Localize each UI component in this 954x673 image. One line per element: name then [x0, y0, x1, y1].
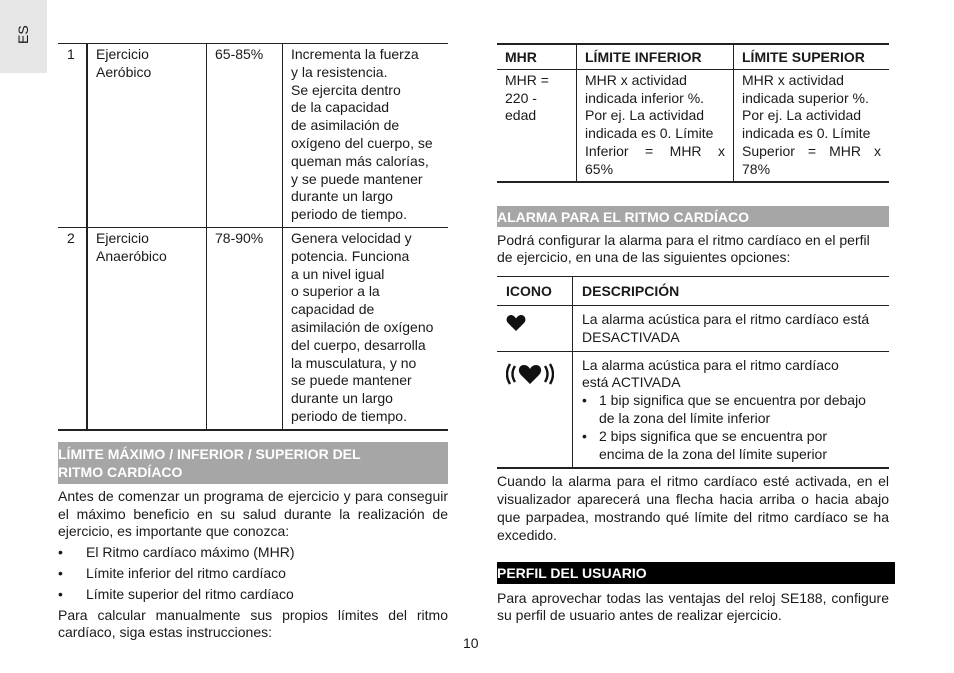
table-row [58, 44, 448, 228]
list-item: • 1 bip significa que se encuentra por debajo de la zona del límite inferior [582, 392, 866, 426]
zone-description: Genera velocidad y potencia. Funciona a un nivel igual o superior a la capacidad de asimilación de oxígeno del cuerpo, desarrolla la musculatura, y no se puede mantener durante un largo periodo de tiempo. [291, 229, 434, 424]
column-header: LÍMITE INFERIOR [577, 44, 734, 69]
table-row [58, 227, 448, 429]
description-cell: La alarma acústica para el ritmo cardíaco está DESACTIVADA [573, 305, 890, 351]
description-cell: La alarma acústica para el ritmo cardíaco está ACTIVADA • 1 bip significa que se encuentra por debajo de la zona del límite inferior • 2 bips significa que se encuentra por encima de la zona del límite superior [573, 351, 890, 468]
section-heading-alarm: ALARMA PARA EL RITMO CARDÍACO [497, 206, 889, 227]
column-header: DESCRIPCIÓN [573, 277, 890, 306]
limits-list [58, 544, 448, 603]
zone-description: Incrementa la fuerza y la resistencia. Se ejercita dentro de la capacidad de asimilación de oxígeno del cuerpo, se queman más calorías, y se puede mantener durante un largo periodo de tiempo. [283, 44, 449, 228]
column-header: ICONO [497, 277, 573, 306]
table-row [497, 351, 889, 468]
zone-name: Ejercicio Anaeróbico [87, 227, 207, 429]
icon-cell [497, 351, 573, 468]
heart-sound-icon [506, 361, 554, 387]
zone-number: 1 [58, 44, 87, 228]
list-item: • 2 bips significa que se encuentra por encima de la zona del límite superior [582, 427, 828, 462]
right-column [497, 43, 889, 625]
alarm-after-text: Cuando la alarma para el ritmo cardíaco esté activada, en el visualizador aparecerá una flecha hacia arriba o hacia abajo que parpadea, mostrando qué límite del ritmo cardíaco se ha excedido. [497, 473, 889, 543]
table-header-row [497, 44, 889, 69]
language-code: ES [15, 25, 31, 44]
zone-name: Ejercicio Aeróbico [87, 44, 207, 228]
profile-text: Para aprovechar todas las ventajas del reloj SE188, configure su perfil de usuario antes de realizar ejercicio. [497, 589, 889, 624]
zone-number: 2 [58, 227, 87, 429]
alarm-intro: Podrá configurar la alarma para el ritmo cardíaco en el perfil de ejercicio, en una de las siguientes opciones: [497, 231, 870, 266]
left-column [58, 43, 448, 642]
list-item: • Límite inferior del ritmo cardíaco [58, 564, 286, 581]
table-row [497, 69, 889, 181]
limits-outro: Para calcular manualmente sus propios límites del ritmo cardíaco, siga estas instrucciones: [58, 606, 448, 641]
table-row [497, 305, 889, 351]
exercise-zones-table [58, 43, 448, 431]
mhr-table [497, 43, 889, 183]
mhr-cell: MHR = 220 - edad [497, 69, 577, 181]
list-item: • Límite superior del ritmo cardíaco [58, 585, 294, 602]
icon-cell [497, 305, 573, 351]
column-header: LÍMITE SUPERIOR [734, 44, 890, 69]
section-heading-profile: PERFIL DEL USUARIO [497, 562, 895, 584]
zone-range: 65-85% [207, 44, 283, 228]
zone-range: 78-90% [207, 227, 283, 429]
section-heading-limits: LÍMITE MÁXIMO / INFERIOR / SUPERIOR DEL RITMO CARDÍACO [58, 442, 448, 484]
heart-icon [506, 314, 526, 332]
list-item: • El Ritmo cardíaco máximo (MHR) [58, 544, 295, 561]
upper-limit-cell: MHR x actividad indicada superior %. Por ej. La actividad indicada es 0. Límite Superior = MHR x 78% [742, 71, 881, 177]
alarm-icons-table [497, 276, 889, 469]
limits-intro: Antes de comenzar un programa de ejercicio y para conseguir el máximo beneficio en su salud durante la realización de ejercicio, es importante que conozca: [58, 487, 448, 540]
page-number: 10 [463, 635, 479, 651]
lower-limit-cell: MHR x actividad indicada inferior %. Por ej. La actividad indicada es 0. Límite Inferior = MHR x 65% [577, 69, 734, 181]
column-header: MHR [497, 44, 577, 69]
language-tab [0, 0, 47, 73]
table-header-row [497, 277, 889, 306]
